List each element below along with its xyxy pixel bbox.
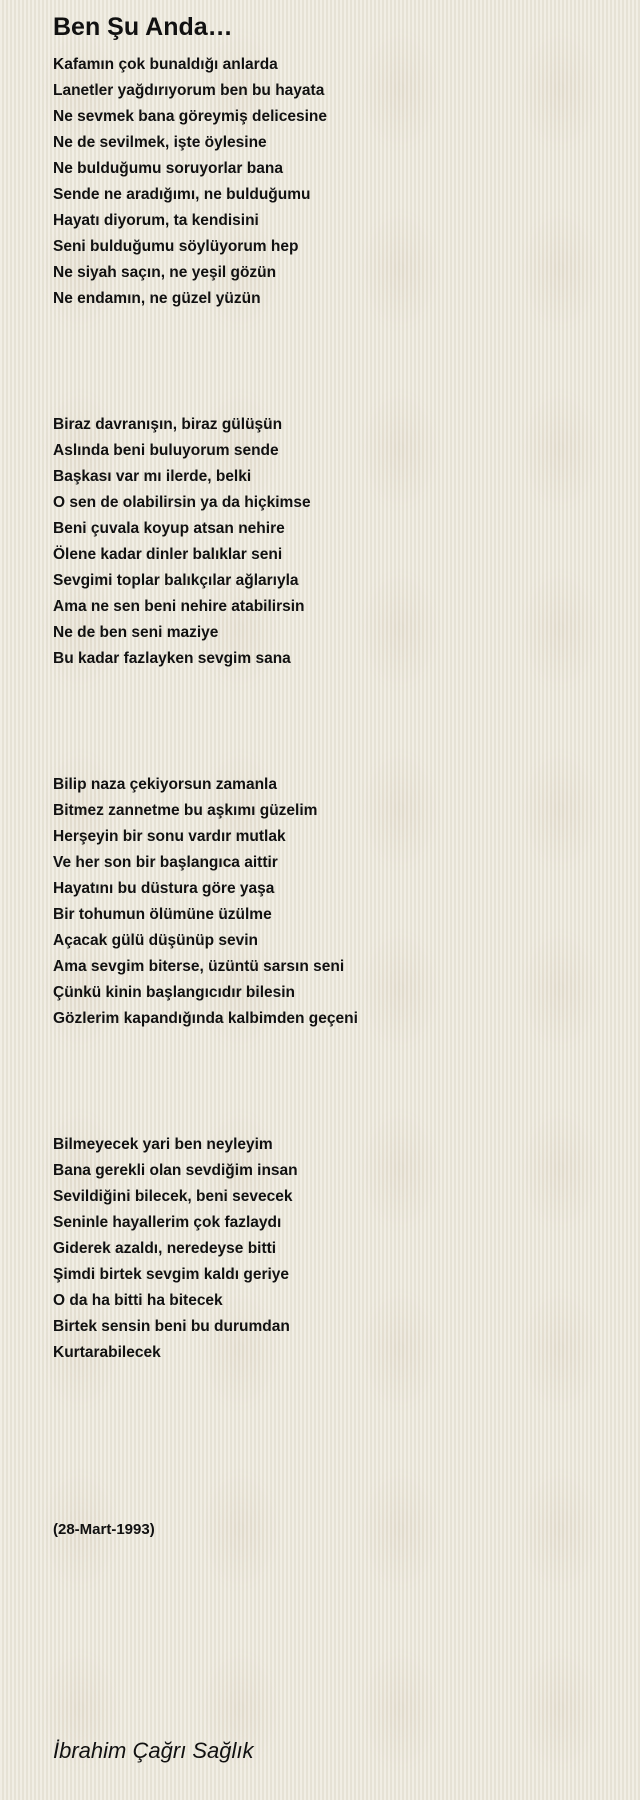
poem-line: Bir tohumun ölümüne üzülme: [53, 906, 272, 923]
poem-line: Lanetler yağdırıyorum ben bu hayata: [53, 82, 325, 99]
poem-line: Ama ne sen beni nehire atabilirsin: [53, 598, 305, 615]
poem-line: Gözlerim kapandığında kalbimden geçeni: [53, 1010, 358, 1027]
poem-line: O da ha bitti ha bitecek: [53, 1292, 223, 1309]
stanza-2: [53, 412, 311, 672]
poem-line: Açacak gülü düşünüp sevin: [53, 932, 258, 949]
poem-line: Seni bulduğumu söylüyorum hep: [53, 238, 299, 255]
poem-line: Giderek azaldı, neredeyse bitti: [53, 1240, 277, 1257]
poem-line: O sen de olabilirsin ya da hiçkimse: [53, 494, 311, 511]
poem-line: Sevgimi toplar balıkçılar ağlarıyla: [53, 572, 299, 589]
poem-line: Bilmeyecek yari ben neyleyim: [53, 1136, 273, 1153]
poem-line: Kafamın çok bunaldığı anlarda: [53, 56, 278, 73]
poem-line: Herşeyin bir sonu vardır mutlak: [53, 828, 286, 845]
poem-line: Aslında beni buluyorum sende: [53, 442, 279, 459]
poem-line: Bana gerekli olan sevdiğim insan: [53, 1162, 298, 1179]
stanza-3: [53, 772, 358, 1032]
poem-line: Ne bulduğumu soruyorlar bana: [53, 160, 283, 177]
poem-line: Seninle hayallerim çok fazlaydı: [53, 1214, 282, 1231]
poem-line: Ne siyah saçın, ne yeşil gözün: [53, 264, 277, 281]
poem-line: Hayatını bu düstura göre yaşa: [53, 880, 275, 897]
poem-date: (28-Mart-1993): [53, 1521, 155, 1538]
poem-line: Beni çuvala koyup atsan nehire: [53, 520, 285, 537]
poem-line: Ama sevgim biterse, üzüntü sarsın seni: [53, 958, 345, 975]
poem-line: Bu kadar fazlayken sevgim sana: [53, 650, 291, 667]
poem-line: Kurtarabilecek: [53, 1344, 161, 1361]
poem-line: Biraz davranışın, biraz gülüşün: [53, 416, 283, 433]
poem-line: Şimdi birtek sevgim kaldı geriye: [53, 1266, 290, 1283]
poem-line: Ne endamın, ne güzel yüzün: [53, 290, 261, 307]
poem-line: Sende ne aradığımı, ne bulduğumu: [53, 186, 311, 203]
stanza-1: [53, 52, 327, 312]
poem-line: Çünkü kinin başlangıcıdır bilesin: [53, 984, 296, 1001]
poem-line: Ne sevmek bana göreymiş delicesine: [53, 108, 327, 125]
poem-line: Birtek sensin beni bu durumdan: [53, 1318, 290, 1335]
poem-line: Bitmez zannetme bu aşkımı güzelim: [53, 802, 318, 819]
poem-line: Bilip naza çekiyorsun zamanla: [53, 776, 277, 793]
poem-title: Ben Şu Anda…: [53, 13, 233, 41]
poem-line: Ne de sevilmek, işte öylesine: [53, 134, 267, 151]
stanza-4: [53, 1132, 298, 1366]
poem-author: İbrahim Çağrı Sağlık: [53, 1738, 254, 1763]
poem-line: Hayatı diyorum, ta kendisini: [53, 212, 259, 229]
poem-line: Ölene kadar dinler balıklar seni: [53, 546, 283, 563]
poem-line: Başkası var mı ilerde, belki: [53, 468, 252, 485]
poem-line: Ne de ben seni maziye: [53, 624, 219, 641]
poem-line: Ve her son bir başlangıca aittir: [53, 854, 278, 871]
poem-line: Sevildiğini bilecek, beni sevecek: [53, 1188, 293, 1205]
